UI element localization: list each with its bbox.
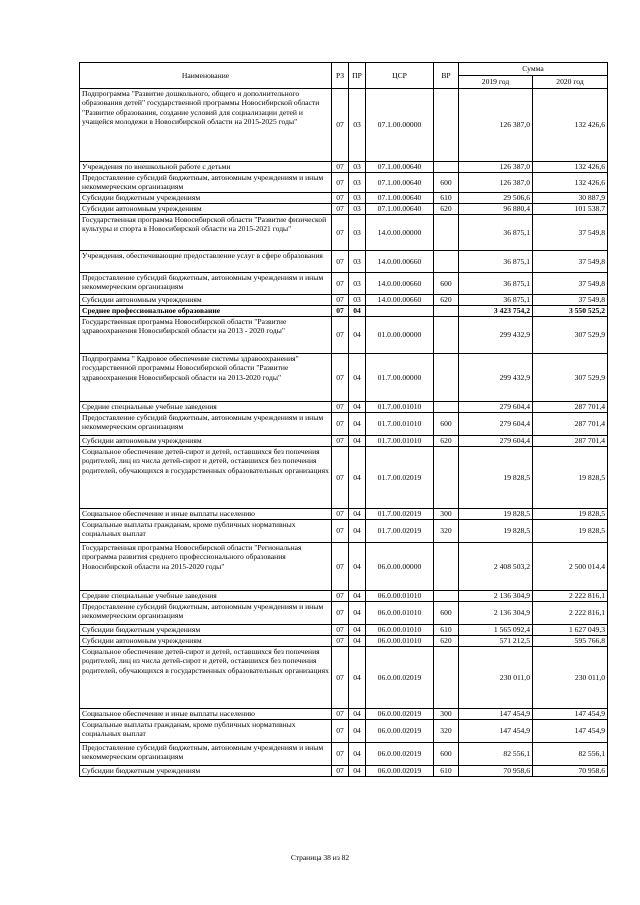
cell-vr bbox=[434, 317, 459, 354]
cell-name: Субсидии бюджетным учреждениям bbox=[80, 193, 332, 204]
cell-vr: 600 bbox=[434, 173, 459, 193]
table-row bbox=[80, 173, 608, 193]
column-header-pr: ПР bbox=[349, 63, 366, 89]
cell-csr: 01.7.00.00000 bbox=[366, 354, 434, 402]
cell-csr: 06.0.00.02019 bbox=[366, 709, 434, 720]
cell-vr: 620 bbox=[434, 204, 459, 215]
cell-sum-2019: 82 556,1 bbox=[459, 743, 533, 766]
table-row bbox=[80, 306, 608, 317]
table-row bbox=[80, 295, 608, 306]
cell-sum-2019: 3 423 754,2 bbox=[459, 306, 533, 317]
cell-name: Государственная программа Новосибирской области "Развитие здравоохранения Новосибирской области на 2013 - 2020 годы" bbox=[80, 317, 332, 354]
column-header-name: Наименование bbox=[80, 63, 332, 89]
cell-pr: 03 bbox=[349, 89, 366, 162]
cell-sum-2020: 147 454,9 bbox=[533, 709, 608, 720]
cell-sum-2019: 2 136 304,9 bbox=[459, 591, 533, 602]
table-row bbox=[80, 317, 608, 354]
table-row bbox=[80, 436, 608, 447]
cell-rz: 07 bbox=[332, 766, 349, 777]
table-row bbox=[80, 636, 608, 647]
cell-vr bbox=[434, 543, 459, 591]
cell-rz: 07 bbox=[332, 509, 349, 520]
cell-rz: 07 bbox=[332, 625, 349, 636]
cell-sum-2020: 2 222 816,1 bbox=[533, 591, 608, 602]
cell-pr: 04 bbox=[349, 602, 366, 625]
cell-sum-2020: 2 500 014,4 bbox=[533, 543, 608, 591]
column-header-2020: 2020 год bbox=[533, 76, 608, 89]
cell-sum-2019: 571 212,5 bbox=[459, 636, 533, 647]
cell-vr bbox=[434, 162, 459, 173]
table-row bbox=[80, 602, 608, 625]
cell-sum-2019: 299 432,9 bbox=[459, 317, 533, 354]
cell-sum-2019: 36 875,1 bbox=[459, 215, 533, 251]
cell-name: Государственная программа Новосибирской области "Региональная программа развития среднего профессионального образования Новосибирской области на 2015-2020 годы" bbox=[80, 543, 332, 591]
table-row bbox=[80, 709, 608, 720]
cell-rz: 07 bbox=[332, 709, 349, 720]
cell-pr: 04 bbox=[349, 402, 366, 413]
cell-name: Социальные выплаты гражданам, кроме публичных нормативных социальных выплат bbox=[80, 520, 332, 543]
cell-rz: 07 bbox=[332, 204, 349, 215]
cell-pr: 03 bbox=[349, 173, 366, 193]
cell-pr: 04 bbox=[349, 709, 366, 720]
cell-sum-2020: 101 538,7 bbox=[533, 204, 608, 215]
cell-sum-2020: 307 529,9 bbox=[533, 354, 608, 402]
cell-csr: 01.7.00.01010 bbox=[366, 436, 434, 447]
cell-csr: 06.0.00.01010 bbox=[366, 602, 434, 625]
cell-vr bbox=[434, 89, 459, 162]
cell-pr: 04 bbox=[349, 509, 366, 520]
cell-pr: 04 bbox=[349, 354, 366, 402]
cell-pr: 04 bbox=[349, 317, 366, 354]
cell-vr bbox=[434, 647, 459, 709]
header-row bbox=[80, 63, 608, 76]
cell-sum-2019: 29 506,6 bbox=[459, 193, 533, 204]
cell-vr: 610 bbox=[434, 766, 459, 777]
cell-sum-2019: 36 875,1 bbox=[459, 273, 533, 295]
table-row bbox=[80, 766, 608, 777]
cell-sum-2019: 126 387,0 bbox=[459, 173, 533, 193]
cell-rz: 07 bbox=[332, 591, 349, 602]
cell-csr: 07.1.00.00640 bbox=[366, 193, 434, 204]
cell-vr bbox=[434, 591, 459, 602]
cell-sum-2020: 37 549,8 bbox=[533, 295, 608, 306]
cell-pr: 03 bbox=[349, 295, 366, 306]
cell-pr: 04 bbox=[349, 636, 366, 647]
cell-sum-2020: 37 549,8 bbox=[533, 251, 608, 273]
cell-rz: 07 bbox=[332, 89, 349, 162]
cell-csr: 06.0.00.02019 bbox=[366, 647, 434, 709]
table-row bbox=[80, 89, 608, 162]
cell-rz: 07 bbox=[332, 447, 349, 509]
cell-csr: 07.1.00.00640 bbox=[366, 173, 434, 193]
table-row bbox=[80, 447, 608, 509]
cell-sum-2019: 299 432,9 bbox=[459, 354, 533, 402]
cell-csr: 01.7.00.01010 bbox=[366, 413, 434, 436]
cell-sum-2019: 19 828,5 bbox=[459, 520, 533, 543]
cell-csr: 14.0.00.00660 bbox=[366, 295, 434, 306]
cell-vr: 320 bbox=[434, 720, 459, 743]
table-row bbox=[80, 625, 608, 636]
cell-sum-2020: 132 426,6 bbox=[533, 89, 608, 162]
cell-sum-2020: 307 529,9 bbox=[533, 317, 608, 354]
cell-vr bbox=[434, 354, 459, 402]
cell-pr: 04 bbox=[349, 766, 366, 777]
cell-csr: 01.7.00.02019 bbox=[366, 509, 434, 520]
cell-sum-2019: 96 880,4 bbox=[459, 204, 533, 215]
cell-vr: 320 bbox=[434, 520, 459, 543]
cell-name: Социальное обеспечение и иные выплаты населению bbox=[80, 509, 332, 520]
cell-sum-2020: 595 766,8 bbox=[533, 636, 608, 647]
cell-vr: 620 bbox=[434, 295, 459, 306]
cell-rz: 07 bbox=[332, 636, 349, 647]
table-row bbox=[80, 591, 608, 602]
cell-pr: 04 bbox=[349, 543, 366, 591]
cell-pr: 04 bbox=[349, 436, 366, 447]
cell-vr: 600 bbox=[434, 602, 459, 625]
cell-vr bbox=[434, 215, 459, 251]
cell-rz: 07 bbox=[332, 602, 349, 625]
table-row bbox=[80, 354, 608, 402]
cell-rz: 07 bbox=[332, 402, 349, 413]
cell-pr: 03 bbox=[349, 162, 366, 173]
column-header-csr: ЦСР bbox=[366, 63, 434, 89]
cell-sum-2020: 287 701,4 bbox=[533, 413, 608, 436]
cell-name: Субсидии автономным учреждениям bbox=[80, 295, 332, 306]
cell-csr: 14.0.00.00660 bbox=[366, 273, 434, 295]
cell-name: Социальное обеспечение детей-сирот и детей, оставшихся без попечения родителей, лиц из числа детей-сирот и детей, оставшихся без попечения родителей, обучающихся в государственных образовательных организациях bbox=[80, 447, 332, 509]
cell-vr: 600 bbox=[434, 413, 459, 436]
cell-rz: 07 bbox=[332, 193, 349, 204]
column-header-2019: 2019 год bbox=[459, 76, 533, 89]
cell-vr: 300 bbox=[434, 709, 459, 720]
cell-sum-2019: 126 387,0 bbox=[459, 162, 533, 173]
column-header-rz: РЗ bbox=[332, 63, 349, 89]
cell-rz: 07 bbox=[332, 720, 349, 743]
cell-name: Субсидии автономным учреждениям bbox=[80, 204, 332, 215]
cell-csr: 01.7.00.02019 bbox=[366, 447, 434, 509]
cell-name: Учреждения по внешкольной работе с детьми bbox=[80, 162, 332, 173]
cell-sum-2019: 36 875,1 bbox=[459, 251, 533, 273]
table-row bbox=[80, 204, 608, 215]
cell-pr: 04 bbox=[349, 647, 366, 709]
cell-pr: 03 bbox=[349, 193, 366, 204]
cell-sum-2020: 132 426,6 bbox=[533, 162, 608, 173]
cell-csr: 06.0.00.01010 bbox=[366, 625, 434, 636]
cell-vr: 610 bbox=[434, 625, 459, 636]
budget-table bbox=[79, 62, 608, 777]
cell-csr: 14.0.00.00660 bbox=[366, 251, 434, 273]
cell-rz: 07 bbox=[332, 273, 349, 295]
cell-pr: 04 bbox=[349, 447, 366, 509]
cell-name: Социальное обеспечение и иные выплаты населению bbox=[80, 709, 332, 720]
table-row bbox=[80, 193, 608, 204]
cell-name: Подпрограмма "Развитие дошкольного, общего и дополнительного образования детей" государственной программы Новосибирской области "Развитие образования, создание условий для социализации детей и учащейся молодежи в Новосибирской области на 2015-2025 годы" bbox=[80, 89, 332, 162]
table-row bbox=[80, 215, 608, 251]
table-row bbox=[80, 720, 608, 743]
cell-name: Предоставление субсидий бюджетным, автономным учреждениям и иным некоммерческим организациям bbox=[80, 173, 332, 193]
cell-vr: 300 bbox=[434, 509, 459, 520]
cell-sum-2019: 2 136 304,9 bbox=[459, 602, 533, 625]
cell-rz: 07 bbox=[332, 520, 349, 543]
cell-rz: 07 bbox=[332, 173, 349, 193]
cell-csr bbox=[366, 306, 434, 317]
cell-vr bbox=[434, 251, 459, 273]
cell-rz: 07 bbox=[332, 743, 349, 766]
cell-sum-2019: 230 011,0 bbox=[459, 647, 533, 709]
budget-document bbox=[79, 62, 607, 777]
column-header-sum: Сумма bbox=[459, 63, 608, 76]
cell-rz: 07 bbox=[332, 306, 349, 317]
cell-pr: 04 bbox=[349, 720, 366, 743]
cell-name: Предоставление субсидий бюджетным, автономным учреждениям и иным некоммерческим организациям bbox=[80, 743, 332, 766]
cell-rz: 07 bbox=[332, 162, 349, 173]
cell-vr bbox=[434, 447, 459, 509]
table-row bbox=[80, 543, 608, 591]
cell-sum-2019: 36 875,1 bbox=[459, 295, 533, 306]
cell-rz: 07 bbox=[332, 317, 349, 354]
cell-sum-2019: 19 828,5 bbox=[459, 509, 533, 520]
cell-pr: 04 bbox=[349, 591, 366, 602]
cell-csr: 07.1.00.00000 bbox=[366, 89, 434, 162]
cell-csr: 01.7.00.01010 bbox=[366, 402, 434, 413]
cell-name: Подпрограмма " Кадровое обеспечение системы здравоохранения" государственной программы Новосибирской области "Развитие здравоохранения Новосибирской области на 2013-2020 годы" bbox=[80, 354, 332, 402]
table-body bbox=[80, 89, 608, 777]
cell-sum-2019: 147 454,9 bbox=[459, 720, 533, 743]
cell-name: Среднее профессиональное образование bbox=[80, 306, 332, 317]
cell-sum-2020: 3 550 525,2 bbox=[533, 306, 608, 317]
cell-name: Предоставление субсидий бюджетным, автономным учреждениям и иным некоммерческим организациям bbox=[80, 273, 332, 295]
cell-name: Средние специальные учебные заведения bbox=[80, 402, 332, 413]
cell-name: Предоставление субсидий бюджетным, автономным учреждениям и иным некоммерческим организациям bbox=[80, 602, 332, 625]
cell-pr: 03 bbox=[349, 204, 366, 215]
cell-name: Учреждения, обеспечивающие предоставление услуг в сфере образования bbox=[80, 251, 332, 273]
cell-csr: 07.1.00.00640 bbox=[366, 162, 434, 173]
cell-vr bbox=[434, 402, 459, 413]
cell-pr: 03 bbox=[349, 215, 366, 251]
cell-rz: 07 bbox=[332, 251, 349, 273]
cell-sum-2019: 279 604,4 bbox=[459, 436, 533, 447]
cell-pr: 04 bbox=[349, 520, 366, 543]
table-row bbox=[80, 273, 608, 295]
cell-sum-2020: 82 556,1 bbox=[533, 743, 608, 766]
cell-vr bbox=[434, 306, 459, 317]
cell-name: Субсидии бюджетным учреждениям bbox=[80, 766, 332, 777]
cell-rz: 07 bbox=[332, 413, 349, 436]
cell-pr: 04 bbox=[349, 743, 366, 766]
cell-name: Социальное обеспечение детей-сирот и детей, оставшихся без попечения родителей, лиц из числа детей-сирот и детей, оставшихся без попечения родителей, обучающихся в государственных образовательных организациях bbox=[80, 647, 332, 709]
cell-csr: 01.0.00.00000 bbox=[366, 317, 434, 354]
cell-name: Субсидии бюджетным учреждениям bbox=[80, 625, 332, 636]
cell-rz: 07 bbox=[332, 295, 349, 306]
cell-rz: 07 bbox=[332, 215, 349, 251]
cell-rz: 07 bbox=[332, 543, 349, 591]
cell-sum-2019: 1 565 092,4 bbox=[459, 625, 533, 636]
cell-sum-2020: 287 701,4 bbox=[533, 436, 608, 447]
cell-pr: 04 bbox=[349, 413, 366, 436]
cell-sum-2020: 132 426,6 bbox=[533, 173, 608, 193]
cell-pr: 04 bbox=[349, 306, 366, 317]
cell-csr: 06.0.00.00000 bbox=[366, 543, 434, 591]
cell-rz: 07 bbox=[332, 647, 349, 709]
cell-csr: 06.0.00.02019 bbox=[366, 766, 434, 777]
cell-sum-2020: 2 222 816,1 bbox=[533, 602, 608, 625]
cell-sum-2020: 30 887,9 bbox=[533, 193, 608, 204]
cell-sum-2019: 19 828,5 bbox=[459, 447, 533, 509]
table-row bbox=[80, 520, 608, 543]
cell-sum-2019: 70 958,6 bbox=[459, 766, 533, 777]
cell-sum-2020: 37 549,8 bbox=[533, 273, 608, 295]
cell-sum-2020: 19 828,5 bbox=[533, 509, 608, 520]
cell-name: Средние специальные учебные заведения bbox=[80, 591, 332, 602]
cell-csr: 06.0.00.01010 bbox=[366, 636, 434, 647]
cell-sum-2019: 279 604,4 bbox=[459, 402, 533, 413]
table-row bbox=[80, 162, 608, 173]
table-row bbox=[80, 647, 608, 709]
table-row bbox=[80, 743, 608, 766]
cell-csr: 06.0.00.01010 bbox=[366, 591, 434, 602]
column-header-vr: ВР bbox=[434, 63, 459, 89]
cell-pr: 03 bbox=[349, 273, 366, 295]
cell-sum-2020: 70 958,6 bbox=[533, 766, 608, 777]
cell-vr: 620 bbox=[434, 436, 459, 447]
cell-csr: 06.0.00.02019 bbox=[366, 720, 434, 743]
cell-name: Субсидии автономным учреждениям bbox=[80, 436, 332, 447]
cell-sum-2020: 230 011,0 bbox=[533, 647, 608, 709]
table-row bbox=[80, 402, 608, 413]
cell-csr: 06.0.00.02019 bbox=[366, 743, 434, 766]
page-number: Страница 38 из 82 bbox=[290, 853, 350, 862]
cell-rz: 07 bbox=[332, 354, 349, 402]
cell-pr: 04 bbox=[349, 625, 366, 636]
table-row bbox=[80, 509, 608, 520]
cell-sum-2020: 1 627 049,3 bbox=[533, 625, 608, 636]
cell-sum-2020: 19 828,5 bbox=[533, 447, 608, 509]
cell-vr: 600 bbox=[434, 743, 459, 766]
cell-sum-2019: 126 387,0 bbox=[459, 89, 533, 162]
cell-pr: 03 bbox=[349, 251, 366, 273]
cell-vr: 600 bbox=[434, 273, 459, 295]
cell-sum-2020: 287 701,4 bbox=[533, 402, 608, 413]
cell-sum-2019: 147 454,9 bbox=[459, 709, 533, 720]
table-row bbox=[80, 251, 608, 273]
cell-name: Предоставление субсидий бюджетным, автономным учреждениям и иным некоммерческим организациям bbox=[80, 413, 332, 436]
cell-csr: 01.7.00.02019 bbox=[366, 520, 434, 543]
cell-sum-2020: 37 549,8 bbox=[533, 215, 608, 251]
cell-vr: 620 bbox=[434, 636, 459, 647]
cell-sum-2020: 19 828,5 bbox=[533, 520, 608, 543]
cell-name: Субсидии автономным учреждениям bbox=[80, 636, 332, 647]
cell-name: Государственная программа Новосибирской области "Развитие физической культуры и спорта в Новосибирской области на 2015-2021 годы" bbox=[80, 215, 332, 251]
cell-sum-2019: 279 604,4 bbox=[459, 413, 533, 436]
cell-rz: 07 bbox=[332, 436, 349, 447]
cell-csr: 14.0.00.00000 bbox=[366, 215, 434, 251]
cell-name: Социальные выплаты гражданам, кроме публичных нормативных социальных выплат bbox=[80, 720, 332, 743]
cell-csr: 07.1.00.00640 bbox=[366, 204, 434, 215]
cell-sum-2019: 2 408 503,2 bbox=[459, 543, 533, 591]
table-row bbox=[80, 413, 608, 436]
cell-sum-2020: 147 454,9 bbox=[533, 720, 608, 743]
cell-vr: 610 bbox=[434, 193, 459, 204]
